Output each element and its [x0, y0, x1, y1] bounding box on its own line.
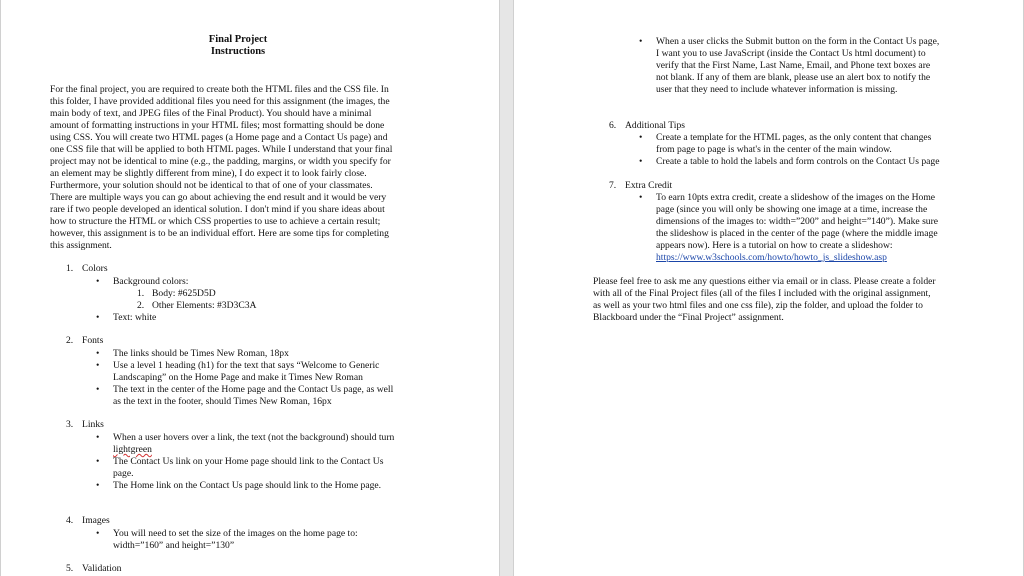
colors-body-item: 1. Body: #625D5D	[137, 288, 216, 299]
intro-line: how to structure the HTML or which CSS properties to use to achieve a certain result;	[50, 216, 381, 227]
document-page-left	[0, 0, 500, 576]
section-validation-heading: 5. Validation	[66, 563, 122, 574]
fonts-bullet-heading: • Use a level 1 heading (h1) for the text that says “Welcome to Generic Landscaping” on the Home Page and make it Times New Roman	[96, 360, 380, 383]
section-links-heading: 3. Links	[66, 419, 104, 430]
title-line-1: Final Project	[208, 34, 268, 45]
colors-other-item: 2. Other Elements: #3D3C3A	[137, 300, 257, 311]
bullet-dot-icon: •	[96, 384, 100, 395]
fonts-bullet-links: • The links should be Times New Roman, 18px	[96, 348, 289, 359]
links-bullet-home: • The Home link on the Contact Us page should link to the Home page.	[96, 480, 382, 491]
title-line-2: Instructions	[210, 46, 266, 57]
tips-bullet-table: • Create a table to hold the labels and form controls on the Contact Us page	[639, 156, 940, 167]
intro-line: an element may be slightly different from mine), I do expect it to look fairly close.	[50, 168, 367, 179]
intro-line: one CSS file that will be applied to both HTML pages. While I understand that your final	[50, 144, 393, 155]
images-bullet-size: • You will need to set the size of the images on the home page to: width=”160” and height=”130”	[96, 528, 358, 551]
bullet-dot-icon: •	[96, 480, 100, 491]
section-tips-heading: 6. Additional Tips	[609, 120, 685, 131]
bullet-dot-icon: •	[96, 348, 100, 359]
bullet-dot-icon: •	[96, 432, 100, 443]
document-title	[1, 34, 475, 58]
tips-bullet-template: • Create a template for the HTML pages, as the only content that changes from page to page is what's in the center of the main window.	[639, 132, 932, 155]
fonts-bullet-center-text: • The text in the center of the Home page and the Contact Us page, as well as the text in the footer, should Times New Roman, 16px	[96, 384, 394, 407]
bullet-dot-icon: •	[96, 456, 100, 467]
intro-line: this folder, I have provided additional files you need for this assignment (the images, the	[50, 96, 390, 107]
spellcheck-word: lightgreen	[113, 444, 152, 455]
bullet-dot-icon: •	[96, 312, 100, 323]
intro-line: this assignment.	[50, 240, 112, 251]
colors-bullet-background: • Background colors:	[96, 276, 189, 287]
closing-paragraph	[593, 276, 969, 324]
intro-paragraph	[50, 84, 421, 252]
intro-line: There are multiple ways you can go about achieving the end result and it would be very	[50, 192, 387, 203]
bullet-dot-icon: •	[96, 276, 100, 287]
slideshow-tutorial-link[interactable]: https://www.w3schools.com/howto/howto_js_slideshow.asp	[656, 252, 887, 263]
bullet-dot-icon: •	[639, 192, 643, 203]
intro-line: using CSS. You will create two HTML pages (a Home page and a Contact Us page) and	[50, 132, 388, 143]
links-bullet-hover: • When a user hovers over a link, the text (not the background) should turn lightgreen	[96, 432, 395, 455]
colors-bullet-text: • Text: white	[96, 312, 157, 323]
closing-line: as well as your two html files and one css file), zip the folder, and upload the folder to	[593, 300, 923, 311]
bullet-dot-icon: •	[639, 132, 643, 143]
links-bullet-contact: • The Contact Us link on your Home page should link to the Contact Us page.	[96, 456, 384, 479]
intro-line: main body of text, and JPEG files of the Final Product). You should have a minimal	[50, 108, 372, 119]
bullet-dot-icon: •	[96, 360, 100, 371]
intro-line: For the final project, you are required to create both the HTML files and the CSS file. In	[50, 84, 389, 95]
bullet-dot-icon: •	[639, 156, 643, 167]
intro-line: rare if two people developed an identical solution. I don't mind if you share ideas about	[50, 204, 385, 215]
bullet-dot-icon: •	[639, 36, 643, 47]
intro-line: project may not be identical to mine (e.g., the padding, margins, or width you specify for	[50, 156, 391, 167]
closing-line: Blackboard under the “Final Project” assignment.	[593, 312, 784, 323]
bullet-dot-icon: •	[96, 528, 100, 539]
section-fonts-heading: 2. Fonts	[66, 335, 104, 346]
intro-line: Furthermore, your solution should not be identical to that of one of your classmates.	[50, 180, 373, 191]
closing-line: with all of the Final Project files (all of the files I included with the original assignment,	[593, 288, 931, 299]
intro-line: amount of formatting instructions in your HTML files; most formatting should be done	[50, 120, 385, 131]
section-images-heading: 4. Images	[66, 515, 110, 526]
extra-credit-bullet: • To earn 10pts extra credit, create a slideshow of the images on the Home page (since you will only be showing one image at a time, increase the dimensions of the images to: width=”200” and height=”140”). Make sure the slideshow is placed in the center of the page (where the middle image appears now). Here is a tutorial on how to create a slideshow: https://www.w3schools.com/howto/howto_js_slideshow.asp	[639, 192, 939, 263]
closing-line: Please feel free to ask me any questions either via email or in class. Please create a folder	[593, 276, 936, 287]
document-page-right	[513, 0, 1024, 576]
intro-line: however, this assignment is to be an individual effort. Here are some tips for completing	[50, 228, 389, 239]
validation-bullet-submit: • When a user clicks the Submit button on the form in the Contact Us page, I want you to use JavaScript (inside the Contact Us html document) to verify that the First Name, Last Name, Email, and Phone text boxes are not blank. If any of them are blank, please use an alert box to notify the user that they need to include whatever information is missing.	[639, 36, 940, 95]
section-extra-credit-heading: 7. Extra Credit	[609, 180, 673, 191]
section-colors-heading: 1. Colors	[66, 263, 108, 274]
